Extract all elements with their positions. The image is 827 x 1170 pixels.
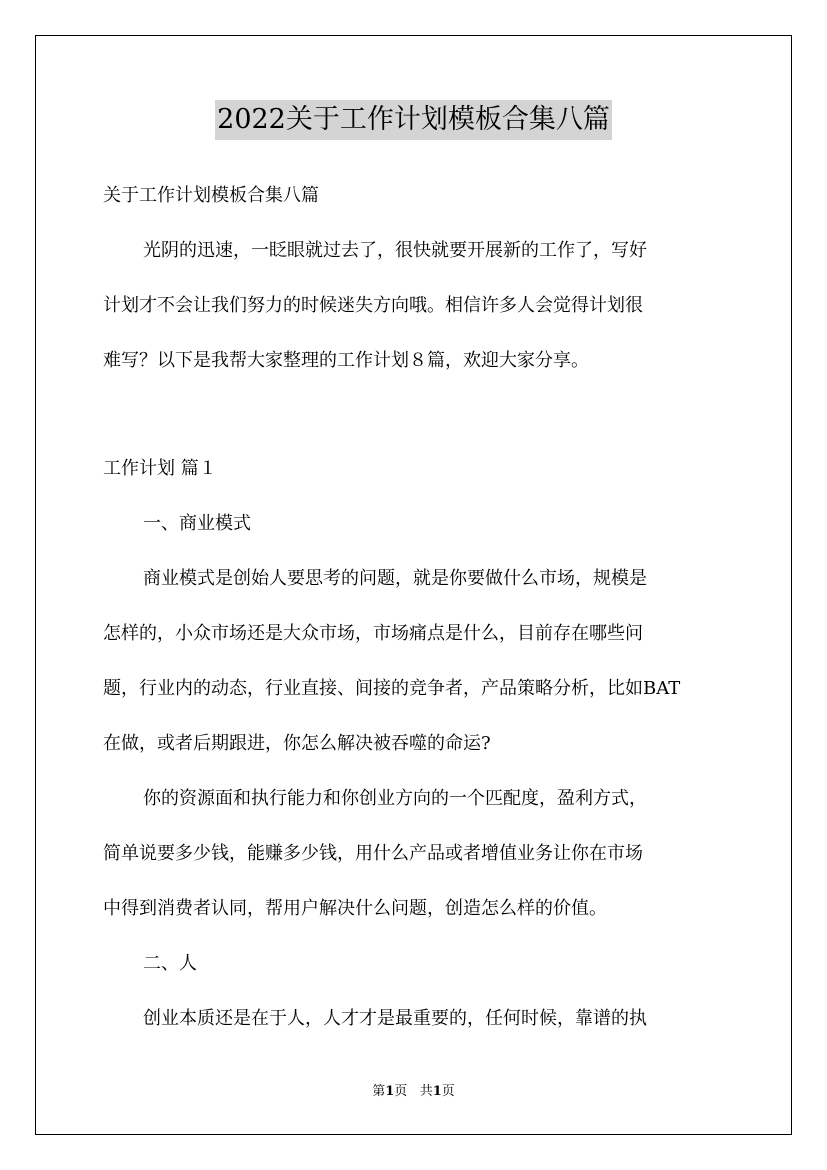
- paragraph-line: 在做，或者后期跟进，你怎么解决被吞噬的命运?: [103, 733, 491, 754]
- intro-line: 难写？以下是我帮大家整理的工作计划８篇，欢迎大家分享。: [103, 350, 589, 371]
- document-title: 2022关于工作计划模板合集八篇: [215, 100, 612, 140]
- page-number: 1: [385, 1084, 395, 1099]
- item-heading: 二、人: [143, 953, 197, 974]
- section-gap: [103, 388, 728, 441]
- section-heading: 工作计划 篇１: [103, 458, 217, 479]
- document-body: [103, 168, 728, 1046]
- paragraph-line: 创业本质还是在于人，人才才是最重要的，任何时候，靠谱的执: [143, 1008, 647, 1029]
- intro-line: 光阴的迅速，一眨眼就过去了，很快就要开展新的工作了，写好: [143, 240, 647, 261]
- paragraph-line: 你的资源面和执行能力和你创业方向的一个匹配度，盈利方式，: [143, 788, 647, 809]
- title-wrapper: [0, 100, 827, 140]
- item-heading: 一、商业模式: [143, 513, 251, 534]
- total-suffix: 页: [441, 1084, 455, 1099]
- paragraph-line: 题，行业内的动态，行业直接、间接的竞争者，产品策略分析，比如BAT: [103, 678, 681, 699]
- page-footer: [0, 1082, 827, 1102]
- page-prefix: 第: [372, 1084, 386, 1099]
- intro-line: 计划才不会让我们努力的时候迷失方向哦。相信许多人会觉得计划很: [103, 295, 643, 316]
- paragraph-line: 简单说要多少钱，能赚多少钱，用什么产品或者增值业务让你在市场: [103, 843, 643, 864]
- document-subtitle: 关于工作计划模板合集八篇: [103, 185, 319, 206]
- total-prefix: 共: [419, 1084, 433, 1099]
- paragraph-line: 怎样的，小众市场还是大众市场，市场痛点是什么，目前存在哪些问: [103, 623, 643, 644]
- paragraph-line: 中得到消费者认同，帮用户解决什么问题，创造怎么样的价值。: [103, 898, 607, 919]
- total-pages: 1: [432, 1084, 442, 1099]
- paragraph-line: 商业模式是创始人要思考的问题，就是你要做什么市场，规模是: [143, 568, 647, 589]
- page-suffix: 页: [394, 1084, 408, 1099]
